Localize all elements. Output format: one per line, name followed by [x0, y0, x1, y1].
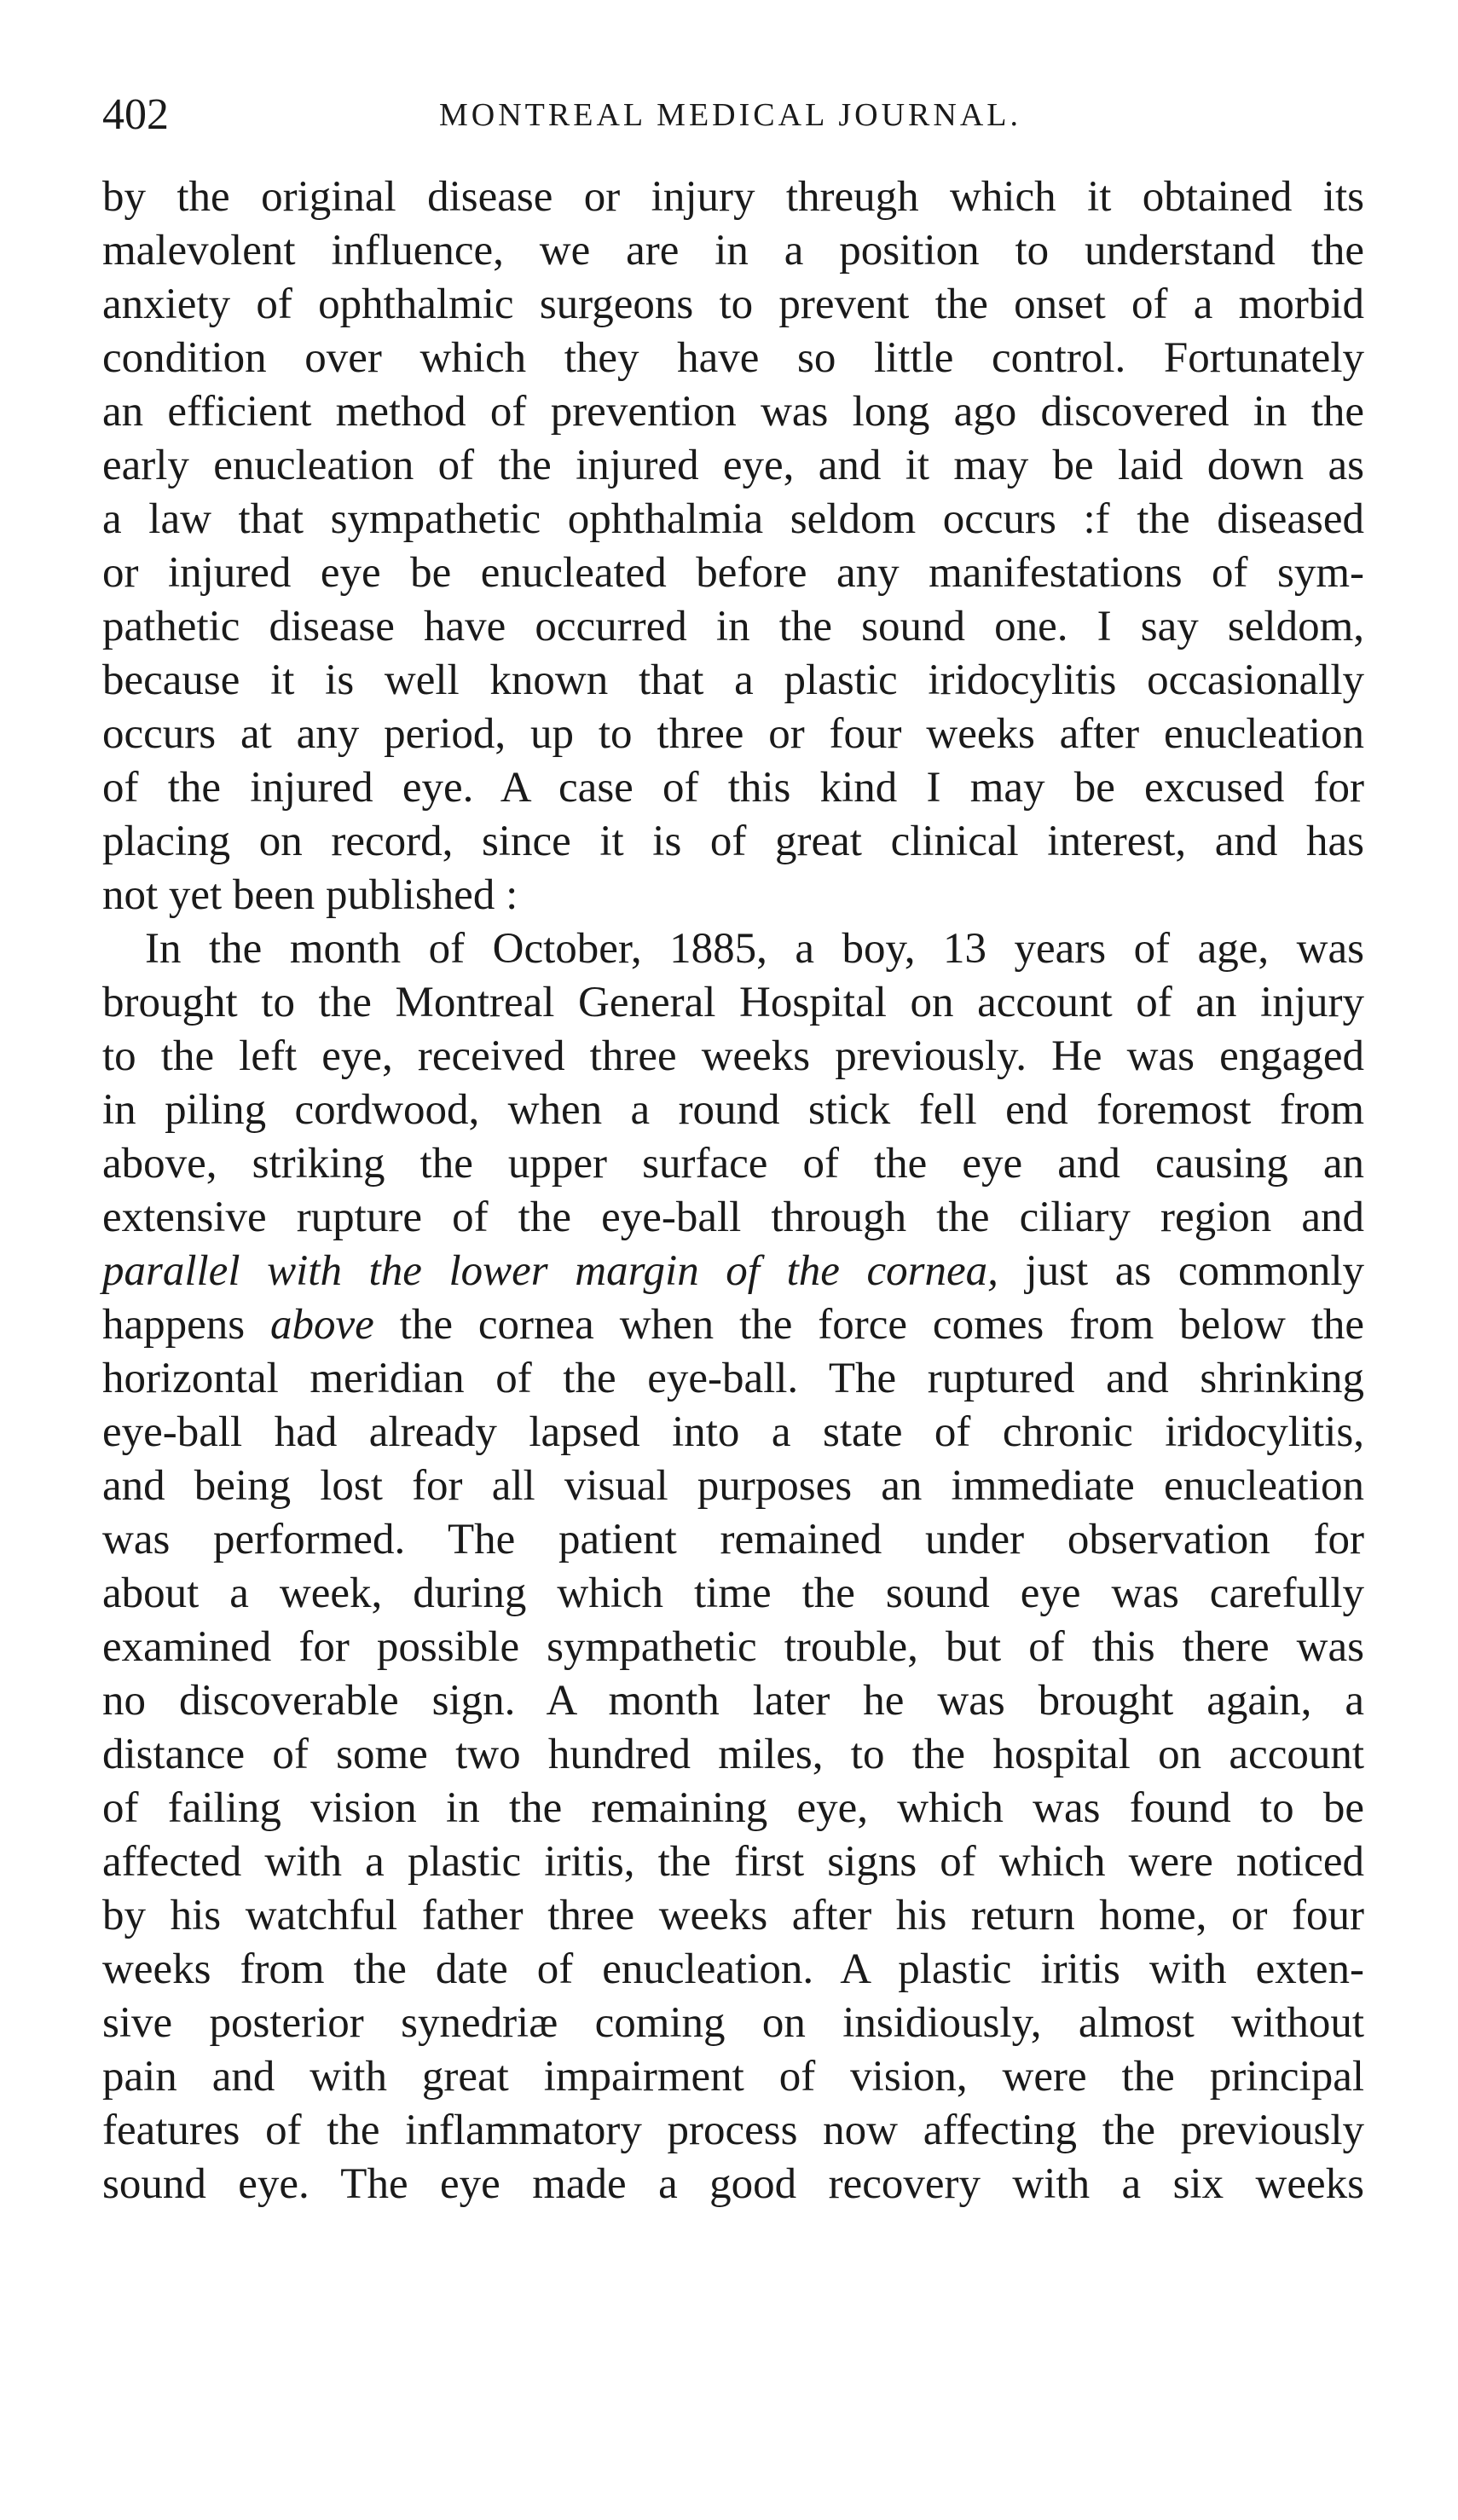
text-line	[102, 1728, 1364, 1782]
text-line	[102, 1943, 1364, 1997]
text-line	[102, 1513, 1364, 1567]
text-line	[102, 493, 1364, 546]
text-run: placing on record, since it is of great clinical interest, and has	[102, 818, 1364, 865]
text-line	[102, 1459, 1364, 1513]
text-line	[102, 1889, 1364, 1943]
text-run: weeks from the date of enucleation. A plastic iritis with exten-	[102, 1945, 1364, 1993]
text-run: to the left eye, received three weeks previously. He was engaged	[102, 1032, 1364, 1080]
text-run: was performed. The patient remained under observation for	[102, 1516, 1364, 1563]
page-header	[102, 85, 1364, 145]
text-line	[102, 761, 1364, 815]
text-run: extensive rupture of the eye-ball through the ciliary region and	[102, 1194, 1364, 1241]
text-line	[102, 1406, 1364, 1459]
text-run: about a week, during which time the sound eye was carefully	[102, 1569, 1364, 1617]
text-run: because it is well known that a plastic iridocylitis occasionally	[102, 656, 1364, 704]
text-run: sive posterior synedriæ coming on insidiously, almost without	[102, 1999, 1364, 2047]
text-line	[102, 1835, 1364, 1889]
text-run: just as commonly	[998, 1247, 1364, 1295]
text-line	[102, 332, 1364, 385]
text-run: an efficient method of prevention was long ago discovered in the	[102, 388, 1364, 436]
text-run: or injured eye be enucleated before any manifestations of sym-	[102, 549, 1364, 597]
paragraph-1	[102, 171, 1364, 922]
text-line	[102, 278, 1364, 332]
text-run: by his watchful father three weeks after his return home, or four	[102, 1892, 1364, 1939]
text-run: occurs at any period, up to three or four weeks after enucleation	[102, 710, 1364, 758]
text-line	[102, 1298, 1364, 1352]
text-line	[102, 654, 1364, 708]
text-run: above, striking the upper surface of the eye and causing an	[102, 1140, 1364, 1188]
text-line	[102, 2104, 1364, 2158]
text-line	[102, 1084, 1364, 1137]
text-line	[102, 2158, 1364, 2211]
text-run: a law that sympathetic ophthalmia seldom occurs :f the diseased	[102, 495, 1364, 543]
text-line	[102, 976, 1364, 1030]
italic-run: parallel with the lower margin of the cornea,	[102, 1247, 998, 1295]
text-run: in piling cordwood, when a round stick fell end foremost from	[102, 1086, 1364, 1134]
paragraph-2	[102, 922, 1364, 2211]
text-run: brought to the Montreal General Hospital on account of an injury	[102, 979, 1364, 1026]
text-line	[102, 869, 1364, 922]
text-line	[102, 224, 1364, 278]
text-run: distance of some two hundred miles, to the hospital on account	[102, 1731, 1364, 1778]
text-run: the cornea when the force comes from below the	[373, 1301, 1365, 1349]
text-line	[102, 2050, 1364, 2104]
text-run: of the injured eye. A case of this kind I may be excused for	[102, 764, 1364, 812]
text-run: not yet been published :	[102, 871, 518, 919]
text-run: early enucleation of the injured eye, and it may be laid down as	[102, 442, 1364, 489]
text-run: affected with a plastic iritis, the first signs of which were noticed	[102, 1838, 1364, 1886]
text-run: happens	[102, 1301, 271, 1349]
text-run: pathetic disease have occurred in the sound one. I say seldom,	[102, 603, 1364, 650]
text-line	[102, 1567, 1364, 1621]
text-run: no discoverable sign. A month later he was brought again, a	[102, 1677, 1364, 1725]
text-run: eye-ball had already lapsed into a state of chronic iridocylitis,	[102, 1408, 1364, 1456]
text-line	[102, 1674, 1364, 1728]
text-line	[102, 1997, 1364, 2050]
text-line	[102, 385, 1364, 439]
text-line	[102, 546, 1364, 600]
text-run: of failing vision in the remaining eye, which was found to be	[102, 1784, 1364, 1832]
text-run: In the month of October, 1885, a boy, 13 years of age, was	[145, 925, 1364, 973]
text-run: pain and with great impairment of vision, were the principal	[102, 2053, 1364, 2101]
italic-run: above	[270, 1301, 374, 1349]
text-run: condition over which they have so little control. Fortunately	[102, 334, 1364, 382]
text-run: features of the inflammatory process now affecting the previously	[102, 2107, 1364, 2154]
text-line	[102, 1030, 1364, 1084]
text-run: malevolent influence, we are in a position to understand the	[102, 227, 1364, 275]
page-number: 402	[102, 90, 169, 139]
text-line	[102, 1782, 1364, 1835]
text-line	[102, 1352, 1364, 1406]
text-line	[102, 815, 1364, 869]
text-line	[102, 439, 1364, 493]
running-title: MONTREAL MEDICAL JOURNAL.	[439, 97, 1021, 133]
text-run: sound eye. The eye made a good recovery with a six weeks	[102, 2160, 1364, 2208]
text-line	[102, 1191, 1364, 1245]
text-line	[102, 922, 1364, 976]
text-run: and being lost for all visual purposes an immediate enucleation	[102, 1462, 1364, 1510]
text-run: horizontal meridian of the eye-ball. The ruptured and shrinking	[102, 1355, 1364, 1402]
text-line	[102, 708, 1364, 761]
text-line	[102, 171, 1364, 224]
text-run: by the original disease or injury threugh which it obtained its	[102, 173, 1364, 221]
text-line	[102, 1621, 1364, 1674]
body-text	[102, 171, 1364, 2211]
text-run: examined for possible sympathetic trouble, but of this there was	[102, 1623, 1364, 1671]
text-line	[102, 1137, 1364, 1191]
text-line	[102, 1245, 1364, 1298]
text-run: anxiety of ophthalmic surgeons to prevent the onset of a morbid	[102, 280, 1364, 328]
text-line	[102, 600, 1364, 654]
